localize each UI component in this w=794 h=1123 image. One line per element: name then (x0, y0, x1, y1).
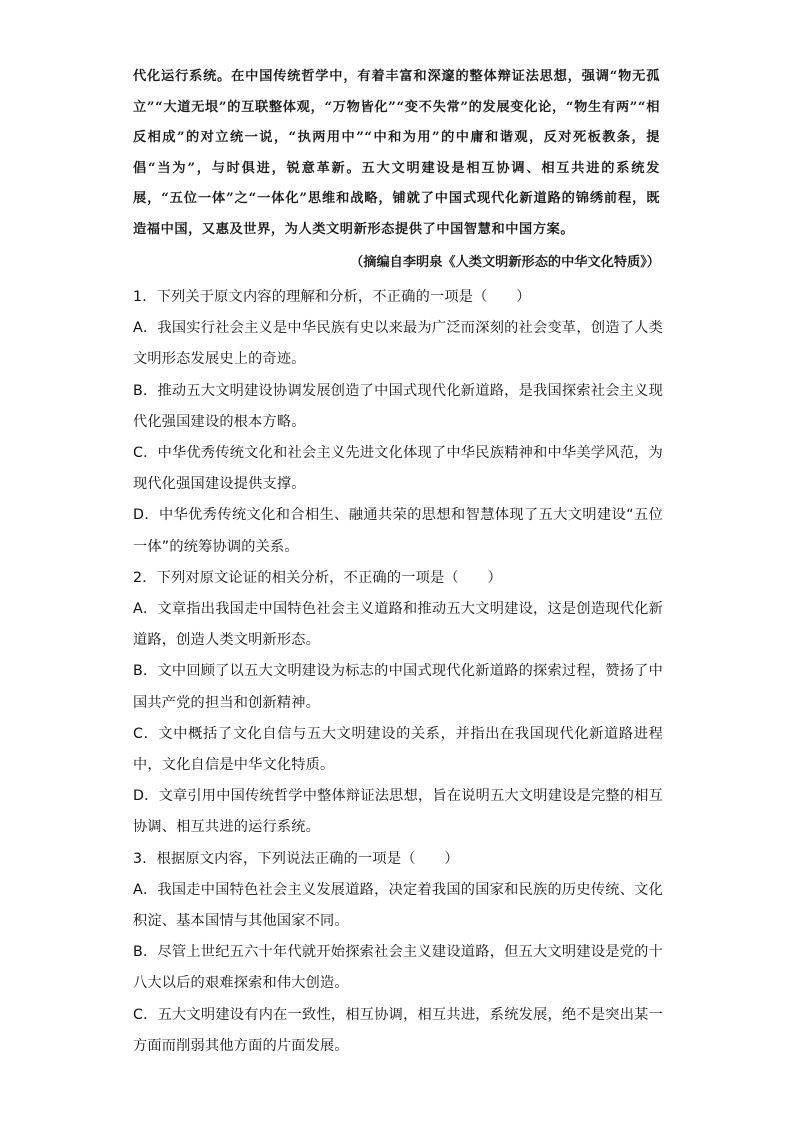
question-1-stem: 1．下列关于原文内容的理解和分析，不正确的一项是（ ） (133, 289, 531, 305)
question-3-option-a: A．我国走中国特色社会主义发展道路，决定着我国的国家和民族的历史传统、文化积淀、基本国情与其他国家不同。 (133, 881, 663, 930)
question-2-option-c: C．文中概括了文化自信与五大文明建设的关系，并指出在我国现代化新道路进程中，文化自信是中华文化特质。 (133, 725, 663, 774)
question-1-option-d: D．中华优秀传统文化和合相生、融通共荣的思想和智慧体现了五大文明建设“五位一体”的统筹协调的关系。 (133, 507, 663, 555)
passage-paragraph: 代化运行系统。在中国传统哲学中，有着丰富和深邃的整体辩证法思想，强调“物无孤立”“大道无垠”的互联整体观，“万物皆化”“变不失常”的发展变化论，“物生有两”“相反相成”的对立统一说，“执两用中”“中和为用”的中庸和谐观，反对死板教条，提倡“当为”，与时俱进，锐意革新。五大文明建设是相互协调、相互共进的系统发展，“五位一体”之“一体化”思维和战略，铺就了中国式现代化新道路的锦绣前程，既造福中国，又惠及世界，为人类文明新形态提供了中国智慧和中国方案。 (133, 69, 660, 237)
question-2-option-a: A．文章指出我国走中国特色社会主义道路和推动五大文明建设，这是创造现代化新道路，创造人类文明新形态。 (133, 601, 663, 649)
question-3-option-c: C．五大文明建设有内在一致性，相互协调，相互共进，系统发展，绝不是突出某一方面而削弱其他方面的片面发展。 (133, 1006, 663, 1054)
question-1-option-c: C．中华优秀传统文化和社会主义先进文化体现了中华民族精神和中华美学风范，为现代化强国建设提供支撑。 (133, 445, 663, 493)
question-3-option-b: B．尽管上世纪五六十年代就开始探索社会主义建设道路，但五大文明建设是党的十八大以后的艰难探索和伟大创造。 (133, 944, 663, 992)
question-1-option-b: B．推动五大文明建设协调发展创造了中国式现代化新道路，是我国探索社会主义现代化强国建设的根本方略。 (133, 382, 663, 430)
question-2-option-b: B．文中回顾了以五大文明建设为标志的中国式现代化新道路的探索过程，赞扬了中国共产党的担当和创新精神。 (133, 663, 663, 711)
question-2-option-d: D．文章引用中国传统哲学中整体辩证法思想，旨在说明五大文明建设是完整的相互协调、相互共进的运行系统。 (133, 788, 663, 836)
question-list (133, 282, 663, 1062)
question-3-stem: 3．根据原文内容，下列说法正确的一项是（ ） (133, 850, 459, 867)
question-2-stem: 2．下列对原文论证的相关分析，不正确的一项是（ ） (133, 569, 502, 586)
question-1-option-a: A．我国实行社会主义是中华民族有史以来最为广泛而深刻的社会变革，创造了人类文明形态发展史上的奇迹。 (133, 320, 663, 368)
passage-source: （摘编自李明泉《人类文明新形态的中华文化特质》） (350, 255, 660, 270)
